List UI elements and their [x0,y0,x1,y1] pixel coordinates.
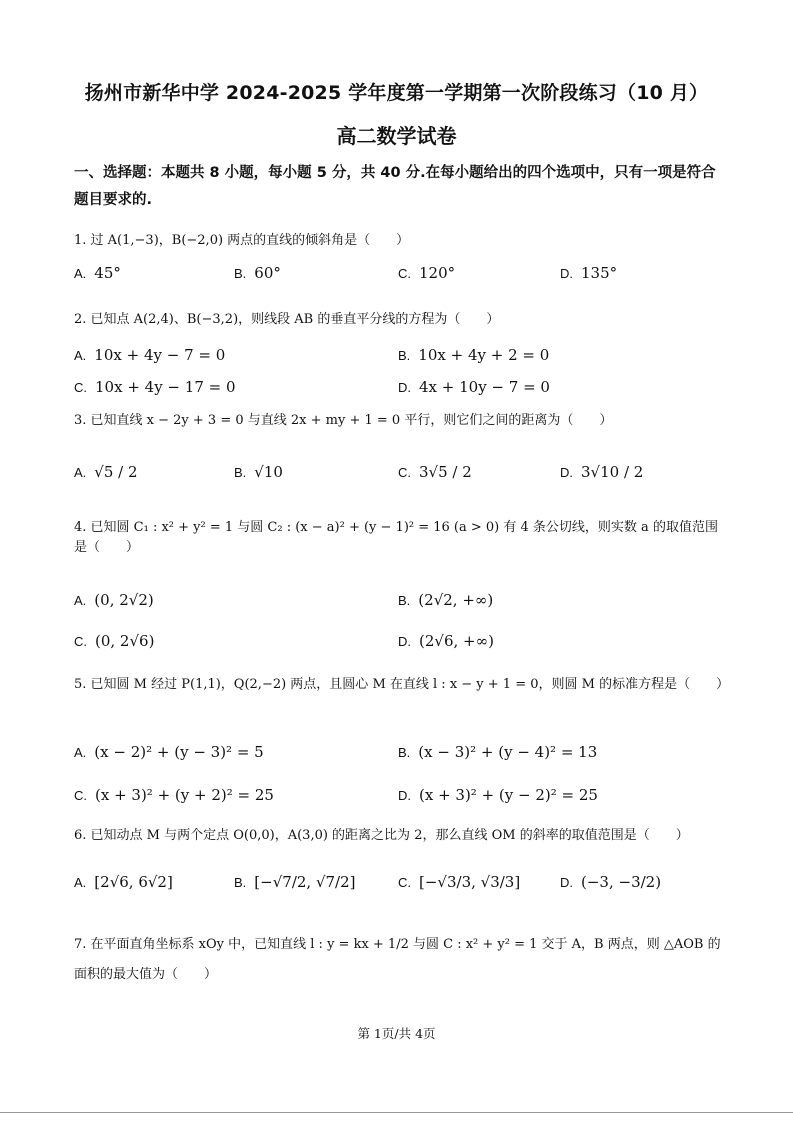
option-label: C. [398,266,411,281]
option-label: B. [234,465,247,480]
option-value: (x − 2)² + (y − 3)² = 5 [94,743,264,761]
q1-option-d[interactable] [560,263,617,285]
q3-option-d[interactable] [560,462,643,484]
option-value: 135° [581,264,618,282]
option-label: D. [560,465,573,480]
q4-option-b[interactable] [398,590,493,612]
option-value: 4x + 10y − 7 = 0 [419,378,550,396]
q3-option-a[interactable] [74,462,138,484]
option-value: (0, 2√6) [95,632,155,650]
option-value: 10x + 4y − 7 = 0 [94,346,226,364]
question-4-stem: 4. 已知圆 C₁ : x² + y² = 1 与圆 C₂ : (x − a)² + (y − 1)² = 16 (a > 0) 有 4 条公切线，则实数 a 的取值范围是（ ） [74,520,718,555]
option-label: A. [74,465,87,480]
exam-title: 扬州市新华中学 2024-2025 学年度第一学期第一次阶段练习（10 月） [84,82,709,104]
q2-option-d[interactable] [398,377,550,399]
q4-option-d[interactable] [398,631,494,653]
option-value: (2√2, +∞) [418,591,494,609]
q2-option-a[interactable] [74,345,225,367]
option-value: 120° [419,264,456,282]
option-label: D. [560,875,573,890]
q3-option-b[interactable] [234,462,283,484]
option-label: B. [234,875,247,890]
option-label: C. [398,875,411,890]
option-label: B. [398,348,411,363]
q1-option-c[interactable] [398,263,455,285]
question-7-stem: 7. 在平面直角坐标系 xOy 中，已知直线 l : y = kx + 1/2 与圆 C : x² + y² = 1 交于 A，B 两点，则 △AOB 的面积的最大值为（ ） [74,937,721,982]
q6-option-a[interactable] [74,872,173,894]
question-6-stem: 6. 已知动点 M 与两个定点 O(0,0)，A(3,0) 的距离之比为 2，那么直线 OM 的斜率的取值范围是（ ） [74,828,689,843]
option-value: 3√10 / 2 [581,463,644,481]
q1-option-a[interactable] [74,263,121,285]
q2-option-b[interactable] [398,345,549,367]
q6-option-b[interactable] [234,872,356,894]
option-label: B. [234,266,247,281]
option-value: √10 [254,463,283,481]
option-label: A. [74,593,87,608]
option-label: C. [74,634,87,649]
option-label: D. [560,266,573,281]
q4-option-a[interactable] [74,590,154,612]
page-bottom-divider [0,1112,793,1113]
option-label: D. [398,788,411,803]
option-value: [−√3/3, √3/3] [419,873,521,891]
option-label: D. [398,380,411,395]
option-value: (−3, −3/2) [581,873,662,891]
option-label: D. [398,634,411,649]
q5-option-c[interactable] [74,785,274,807]
question-2-stem: 2. 已知点 A(2,4)、B(−3,2)，则线段 AB 的垂直平分线的方程为（ ） [74,312,500,327]
option-label: C. [74,788,87,803]
option-value: [−√7/2, √7/2] [254,873,356,891]
question-5-stem: 5. 已知圆 M 经过 P(1,1)，Q(2,−2) 两点，且圆心 M 在直线 l : x − y + 1 = 0，则圆 M 的标准方程是（ ） [74,677,730,692]
q5-option-a[interactable] [74,742,264,764]
q6-option-c[interactable] [398,872,520,894]
option-label: A. [74,348,87,363]
option-value: 10x + 4y + 2 = 0 [418,346,550,364]
question-1-stem: 1. 过 A(1,−3)，B(−2,0) 两点的直线的倾斜角是（ ） [74,233,410,248]
q4-option-c[interactable] [74,631,154,653]
option-value: 60° [254,264,281,282]
option-label: A. [74,266,87,281]
option-value: √5 / 2 [94,463,138,481]
option-value: 45° [94,264,121,282]
section-heading: 一、选择题：本题共 8 小题，每小题 5 分，共 40 分.在每小题给出的四个选项中，只有一项是符合题目要求的. [74,165,716,208]
option-label: B. [398,593,411,608]
page-footer: 第 1页/共 4页 [357,1026,436,1041]
option-value: (x + 3)² + (y − 2)² = 25 [419,786,598,804]
q6-option-d[interactable] [560,872,661,894]
option-value: 10x + 4y − 17 = 0 [95,378,236,396]
option-label: C. [74,380,87,395]
q1-option-b[interactable] [234,263,281,285]
option-label: B. [398,745,411,760]
q5-option-d[interactable] [398,785,598,807]
option-value: (2√6, +∞) [419,632,494,650]
option-value: (0, 2√2) [94,591,154,609]
q2-option-c[interactable] [74,377,236,399]
exam-subtitle: 高二数学试卷 [336,124,457,148]
q5-option-b[interactable] [398,742,597,764]
option-value: (x − 3)² + (y − 4)² = 13 [418,743,598,761]
option-label: A. [74,875,87,890]
option-label: C. [398,465,411,480]
option-value: (x + 3)² + (y + 2)² = 25 [95,786,274,804]
option-value: 3√5 / 2 [419,463,472,481]
option-value: [2√6, 6√2] [94,873,173,891]
q3-option-c[interactable] [398,462,472,484]
question-3-stem: 3. 已知直线 x − 2y + 3 = 0 与直线 2x + my + 1 = 0 平行，则它们之间的距离为（ ） [74,413,613,428]
option-label: A. [74,745,87,760]
